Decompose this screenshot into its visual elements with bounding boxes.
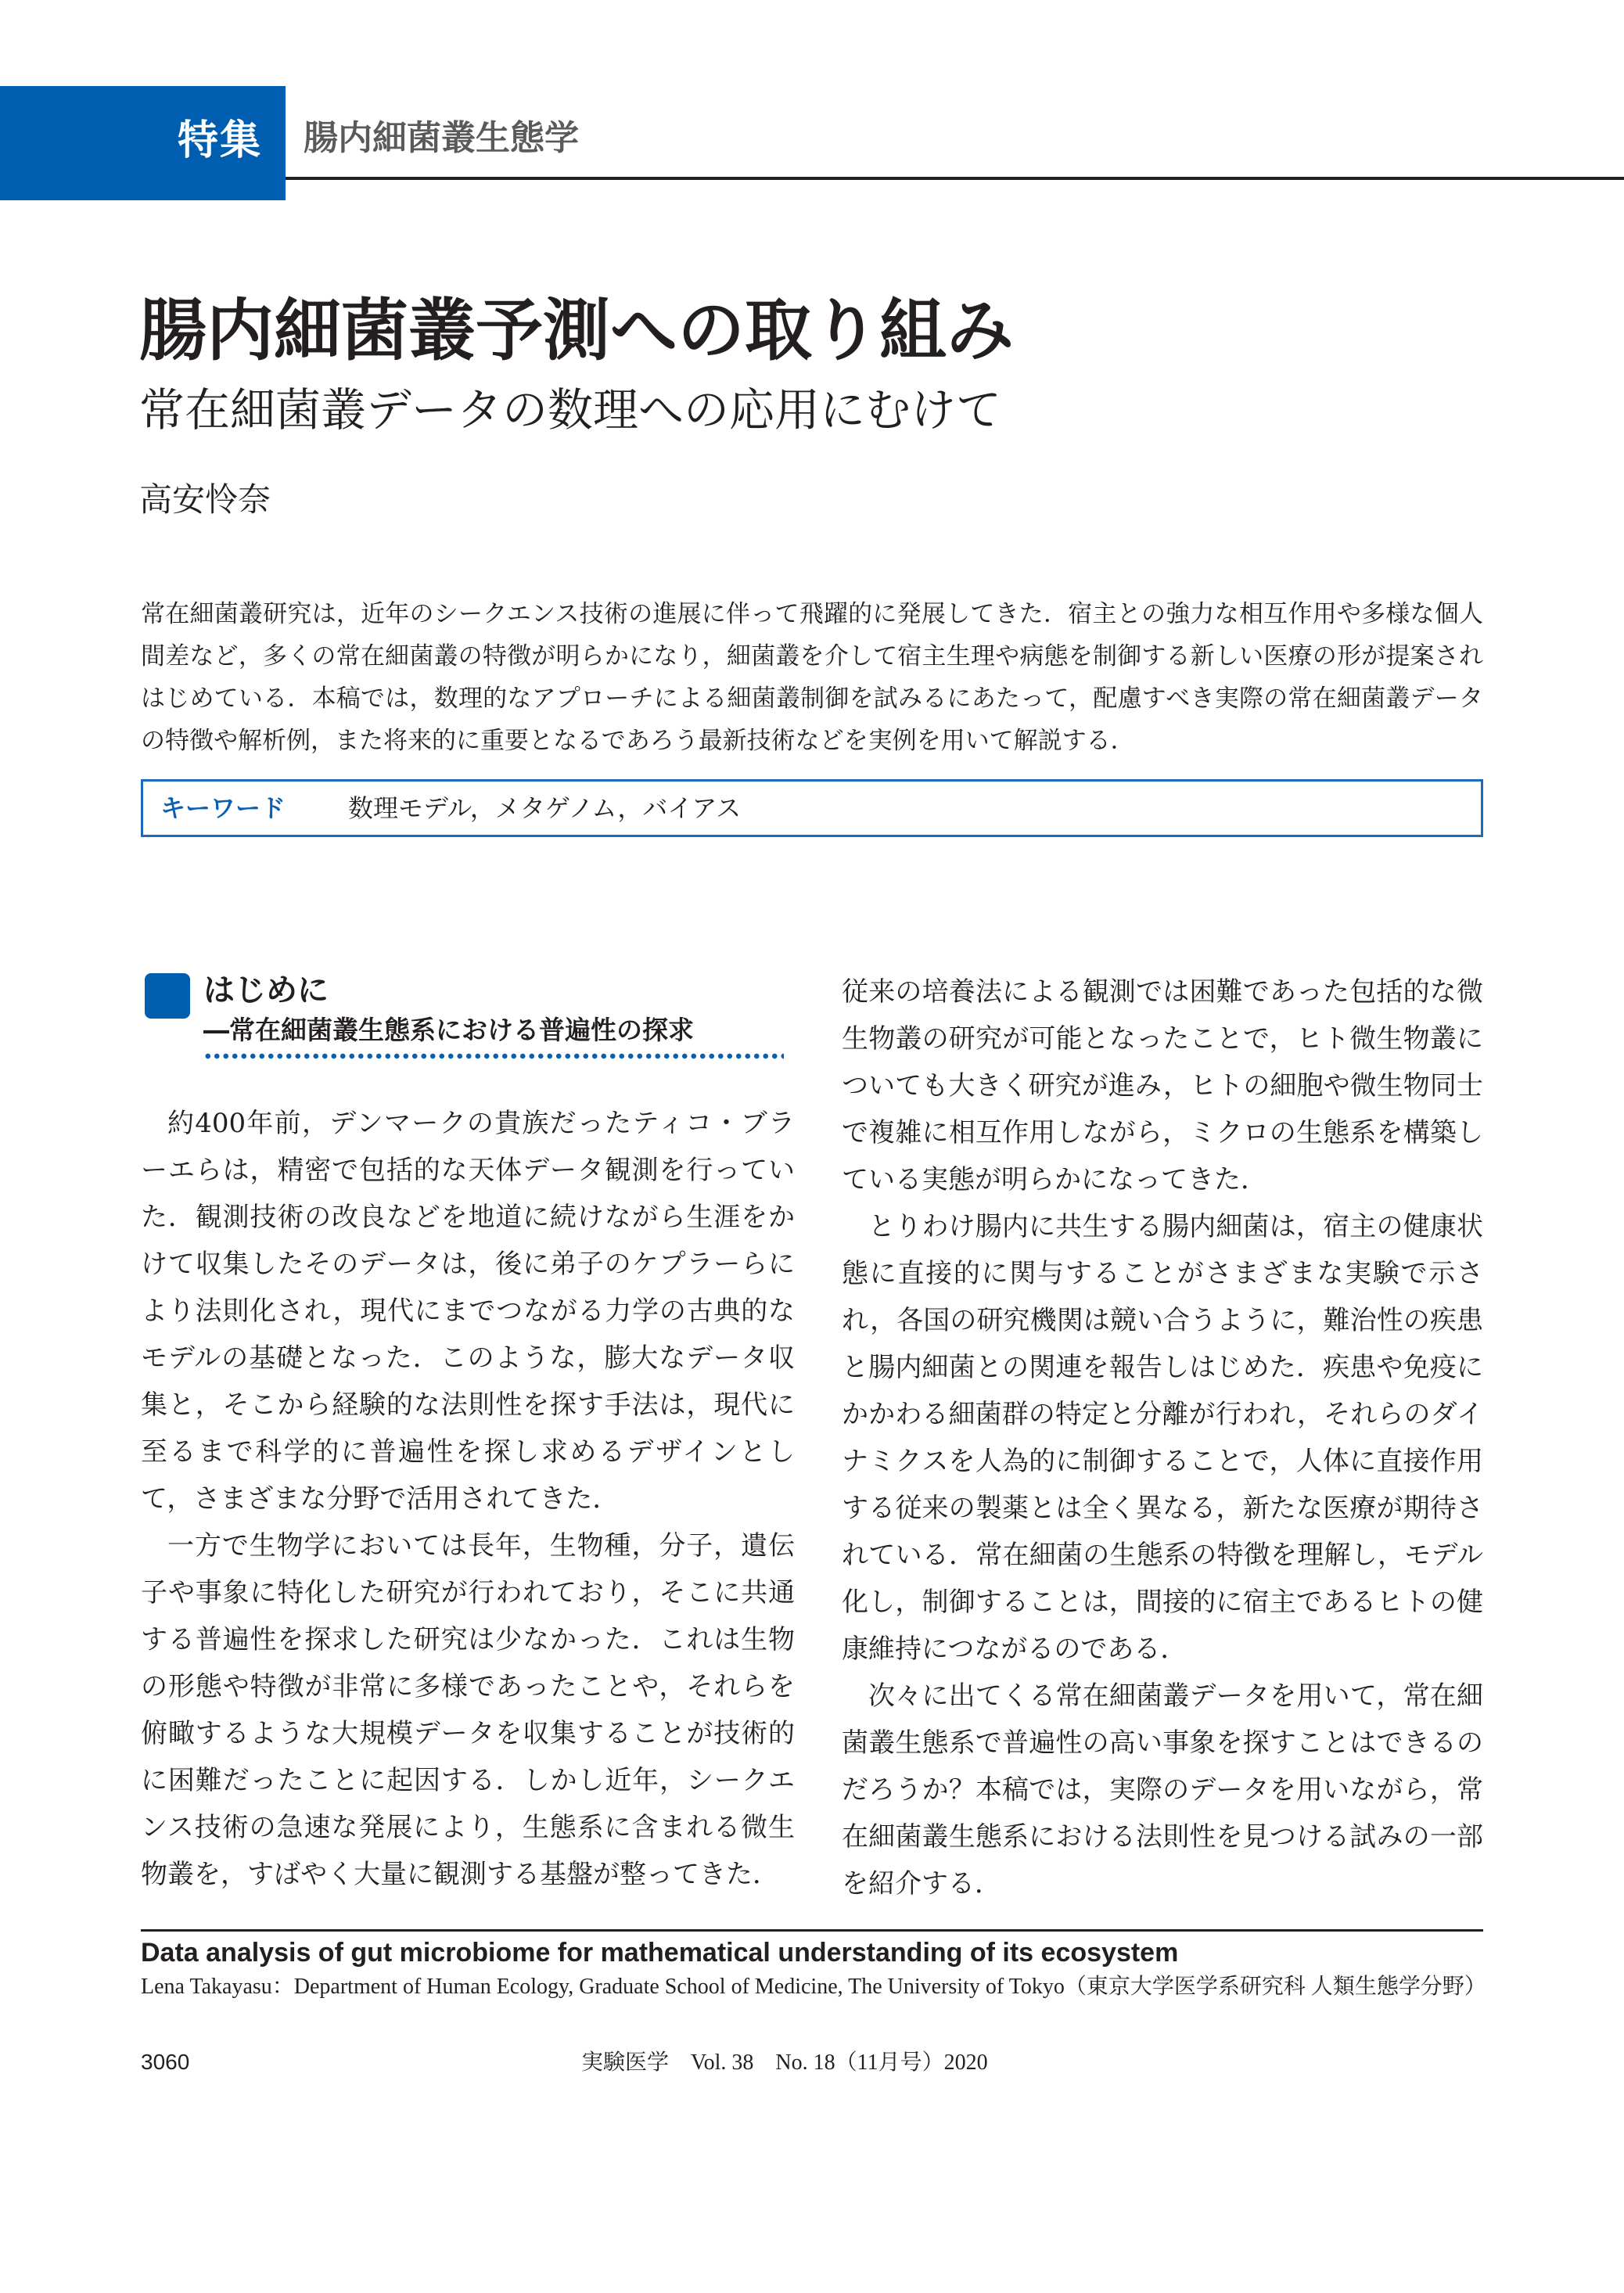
body-columns bbox=[141, 969, 1483, 1907]
section-heading bbox=[141, 969, 795, 1059]
body-column-left bbox=[141, 1100, 795, 1898]
body-paragraph: 次々に出てくる常在細菌叢データを用いて，常在細菌叢生態系で普遍性の高い事象を探すことはできるのだろうか？本稿では，実際のデータを用いながら，常在細菌叢生態系における法則性を見つける試みの一部を紹介する． bbox=[842, 1680, 1483, 1899]
footer-rule bbox=[141, 1929, 1483, 1932]
article-title: 腸内細菌叢予測への取り組み bbox=[139, 292, 1014, 370]
page-footer-meta bbox=[141, 2047, 1483, 2078]
section-subtitle: ―常在細菌叢生態系における普遍性の探求 bbox=[203, 1015, 694, 1045]
feature-tag-label: 特集 bbox=[177, 117, 262, 164]
feature-tag-box bbox=[0, 86, 286, 200]
page-number: 3060 bbox=[141, 2050, 190, 2074]
body-paragraph: とりわけ腸内に共生する腸内細菌は，宿主の健康状態に直接的に関与することがさまざまな実験で示され，各国の研究機関は競い合うように，難治性の疾患と腸内細菌との関連を報告しはじめた．疾患や免疫にかかわる細菌群の特定と分離が行われ，それらのダイナミクスを人為的に制御することで，人体に直接作用する従来の製薬とは全く異なる，新たな医療が期待されている．常在細菌の生態系の特徴を理解し，モデル化し，制御することは，間接的に宿主であるヒトの健康維持につながるのである． bbox=[842, 1211, 1483, 1665]
body-paragraph: 一方で生物学においては長年，生物種，分子，遺伝子や事象に特化した研究が行われており，そこに共通する普遍性を探求した研究は少なかった．これは生物の形態や特徴が非常に多様であったことや，それらを俯瞰するような大規模データを収集することが技術的に困難だったことに起因する．しかし近年，シークエンス技術の急速な発展により，生態系に含まれる微生物叢を，すばやく大量に観測する基盤が整ってきた． bbox=[141, 1530, 795, 1890]
page-content bbox=[0, 288, 1624, 2078]
section-marker-icon bbox=[145, 973, 190, 1019]
series-title: 腸内細菌叢生態学 bbox=[304, 118, 579, 158]
author-affiliation: Lena Takayasu：Department of Human Ecology, Graduate School of Medicine, The University of Tokyo（東京大学医学系研究科 人類生態学分野） bbox=[141, 1975, 1486, 1999]
header-rule bbox=[286, 177, 1624, 180]
left-column-wrapper bbox=[141, 969, 795, 1898]
section-dotted-rule bbox=[203, 1053, 784, 1059]
author-name: 高安怜奈 bbox=[139, 480, 271, 519]
header-band bbox=[0, 0, 1624, 200]
body-paragraph: 約400年前，デンマークの貴族だったティコ・ブラーエらは，精密で包括的な天体データ観測を行っていた．観測技術の改良などを地道に続けながら生涯をかけて収集したそのデータは，後に弟子のケプラーらにより法則化され，現代にまでつながる力学の古典的なモデルの基礎となった．このような，膨大なデータ収集と，そこから経験的な法則性を探す手法は，現代に至るまで科学的に普遍性を探し求めるデザインとして，さまざまな分野で活用されてきた． bbox=[141, 1108, 795, 1515]
body-paragraph: 従来の培養法による観測では困難であった包括的な微生物叢の研究が可能となったことで，ヒト微生物叢についても大きく研究が進み，ヒトの細胞や微生物同士で複雑に相互作用しながら，ミクロの生態系を構築している実態が明らかになってきた． bbox=[842, 976, 1483, 1195]
journal-info: 実験医学 Vol. 38 No. 18（11月号）2020 bbox=[581, 2050, 988, 2075]
keywords-box bbox=[141, 779, 1483, 837]
keywords-values: 数理モデル，メタゲノム，バイアス bbox=[348, 793, 742, 823]
body-column-right bbox=[842, 969, 1483, 1907]
article-subtitle: 常在細菌叢データの数理への応用にむけて bbox=[139, 383, 1002, 437]
right-column-wrapper bbox=[842, 969, 1483, 1907]
footer bbox=[141, 1929, 1486, 2078]
section-title: はじめに bbox=[203, 972, 329, 1008]
keywords-label: キーワード bbox=[160, 793, 286, 823]
abstract: 常在細菌叢研究は，近年のシークエンス技術の進展に伴って飛躍的に発展してきた．宿主との強力な相互作用や多様な個人間差など，多くの常在細菌叢の特徴が明らかになり，細菌叢を介して宿主生理や病態を制御する新しい医療の形が提案されはじめている．本稿では，数理的なアプローチによる細菌叢制御を試みるにあたって，配慮すべき実際の常在細菌叢データの特徴や解析例，また将来的に重要となるであろう最新技術などを実例を用いて解説する． bbox=[141, 600, 1483, 755]
english-title: Data analysis of gut microbiome for mathematical understanding of its ecosystem bbox=[141, 1938, 1179, 1968]
